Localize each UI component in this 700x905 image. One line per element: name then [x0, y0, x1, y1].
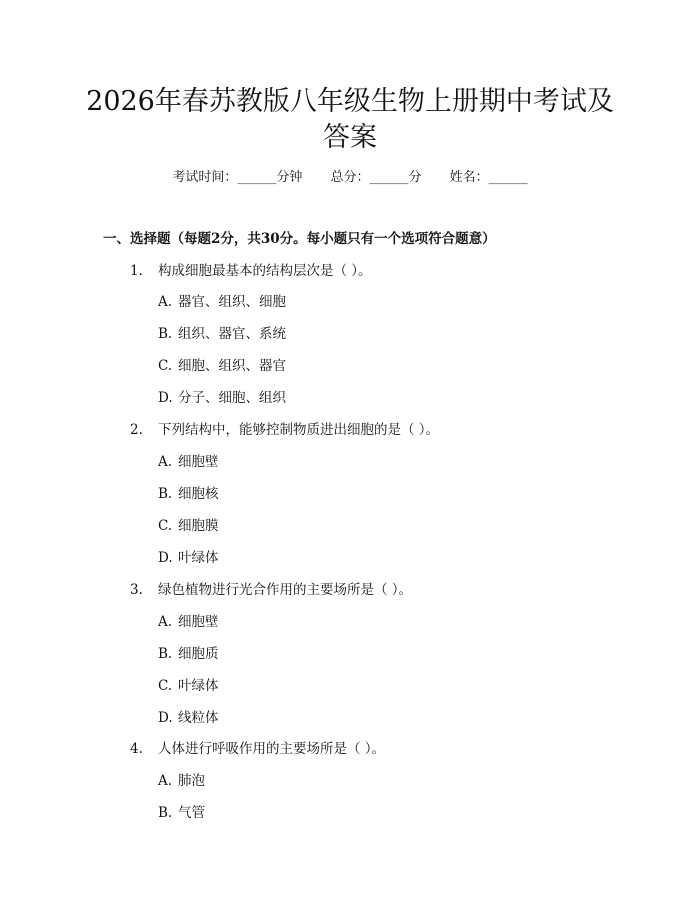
- question-text: 人体进行呼吸作用的主要场所是（ ）。: [158, 741, 386, 757]
- option-key: B.: [158, 326, 173, 342]
- option-text: 细胞壁: [178, 454, 219, 470]
- option-text: 气管: [178, 805, 205, 821]
- question-text: 绿色植物进行光合作用的主要场所是（ ）。: [158, 582, 413, 598]
- option-text: 细胞膜: [178, 518, 219, 534]
- option-text: 组织、器官、系统: [178, 326, 286, 342]
- option-2-d: [158, 549, 219, 567]
- question-3: [130, 581, 412, 599]
- option-key: A.: [158, 773, 173, 789]
- option-text: 分子、细胞、组织: [178, 390, 286, 406]
- section-heading: 一、选择题（每题2分，共30分。每小题只有一个选项符合题意）: [103, 231, 496, 247]
- option-2-a: [158, 453, 219, 471]
- option-text: 细胞、组织、器官: [178, 358, 286, 374]
- option-4-a: [158, 772, 205, 790]
- option-text: 细胞核: [178, 486, 219, 502]
- option-key: B.: [158, 646, 173, 662]
- option-2-b: [158, 485, 219, 503]
- question-number: 1.: [130, 263, 143, 279]
- option-1-b: [158, 325, 286, 343]
- option-1-a: [158, 293, 286, 311]
- option-4-b: [158, 804, 205, 822]
- question-2: [130, 421, 439, 439]
- question-text: 构成细胞最基本的结构层次是（ ）。: [158, 263, 372, 279]
- question-number: 2.: [130, 422, 143, 438]
- option-text: 细胞质: [178, 646, 219, 662]
- option-key: C.: [158, 358, 173, 374]
- page-title-line-2: 答案: [323, 122, 377, 153]
- option-text: 线粒体: [178, 710, 219, 726]
- option-2-c: [158, 517, 219, 535]
- option-key: C.: [158, 518, 173, 534]
- option-key: D.: [158, 390, 173, 406]
- option-3-c: [158, 677, 219, 695]
- option-text: 器官、组织、细胞: [178, 294, 286, 310]
- option-text: 细胞壁: [178, 614, 219, 630]
- question-1: [130, 262, 372, 280]
- option-text: 叶绿体: [178, 678, 219, 694]
- option-key: A.: [158, 294, 173, 310]
- option-text: 肺泡: [178, 773, 205, 789]
- option-1-c: [158, 357, 286, 375]
- option-key: B.: [158, 805, 173, 821]
- option-text: 叶绿体: [178, 550, 219, 566]
- exam-time-field: 考试时间：______分钟: [172, 170, 303, 185]
- option-3-b: [158, 645, 219, 663]
- option-key: C.: [158, 678, 173, 694]
- question-text: 下列结构中，能够控制物质进出细胞的是（ ）。: [158, 422, 440, 438]
- option-key: B.: [158, 486, 173, 502]
- question-4: [130, 740, 385, 758]
- option-key: D.: [158, 550, 173, 566]
- page-title-line-1: 2026年春苏教版八年级生物上册期中考试及: [86, 86, 614, 117]
- option-3-d: [158, 709, 219, 727]
- option-3-a: [158, 613, 219, 631]
- exam-meta: [0, 169, 700, 187]
- option-1-d: [158, 389, 286, 407]
- question-number: 4.: [130, 741, 143, 757]
- total-score-field: 总分：______分: [330, 170, 422, 185]
- option-key: A.: [158, 454, 173, 470]
- student-name-field: 姓名：______: [449, 170, 528, 185]
- option-key: D.: [158, 710, 173, 726]
- question-number: 3.: [130, 582, 143, 598]
- option-key: A.: [158, 614, 173, 630]
